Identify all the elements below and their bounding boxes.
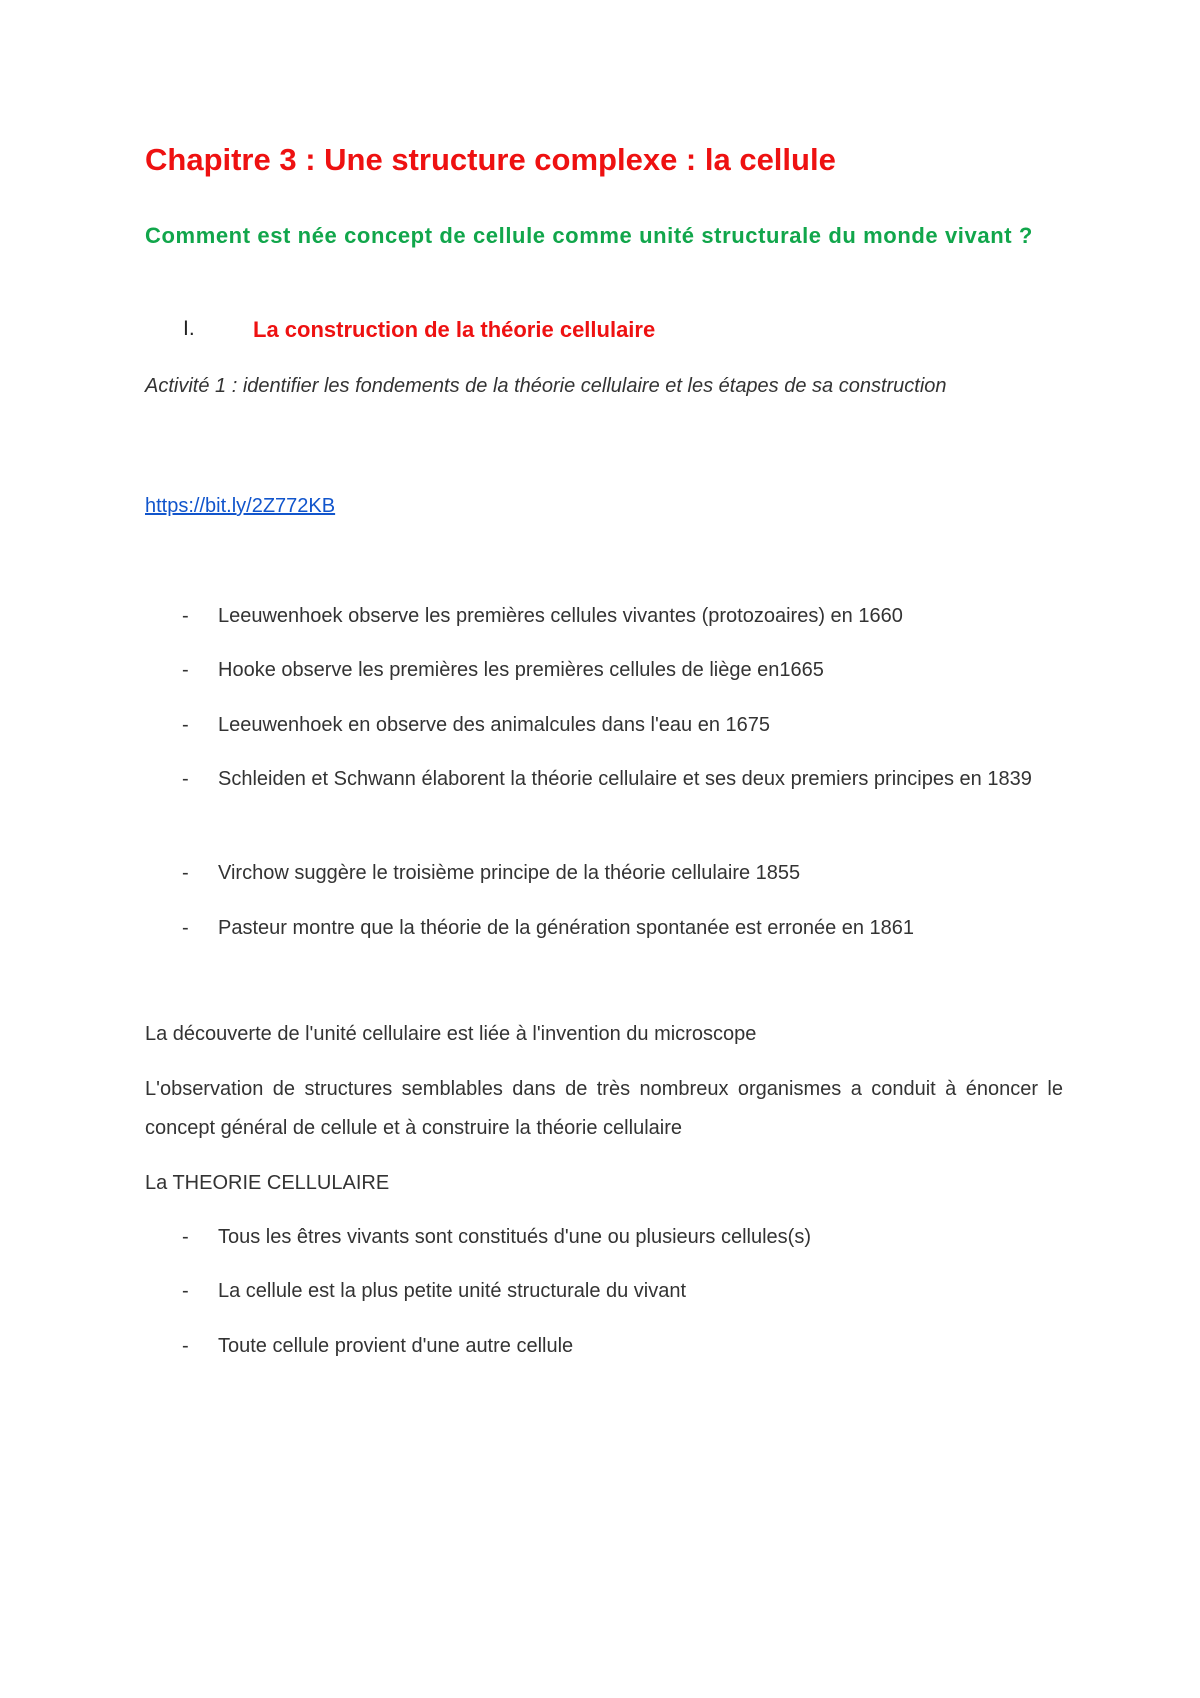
section-number: I. [183,317,195,340]
list-item: Toute cellule provient d'une autre cellule [218,1335,574,1357]
section-title: La construction de la théorie cellulaire [253,317,656,342]
list-bullet: - [182,605,189,627]
chapter-title: Chapitre 3 : Une structure complexe : la cellule [145,142,836,177]
resource-link[interactable]: https://bit.ly/2Z772KB [145,495,336,517]
list-item: Hooke observe les premières les premières cellules de liège en1665 [218,659,824,681]
list-item: Virchow suggère le troisième principe de la théorie cellulaire 1855 [218,862,801,884]
list-bullet: - [182,862,189,884]
list-item: Pasteur montre que la théorie de la génération spontanée est erronée en 1861 [218,917,915,939]
list-item: Leeuwenhoek observe les premières cellules vivantes (protozoaires) en 1660 [218,605,903,627]
list-item: Tous les êtres vivants sont constitués d'une ou plusieurs cellules(s) [218,1226,811,1248]
list-bullet: - [182,659,189,681]
paragraph-observation: L'observation de structures semblables dans de très nombreux organismes a conduit à énoncer le concept général de cellule et à construire la théorie cellulaire [145,1078,1063,1139]
list-bullet: - [182,917,189,939]
activity-text: Activité 1 : identifier les fondements de la théorie cellulaire et les étapes de sa construction [145,375,947,397]
list-bullet: - [182,714,189,736]
paragraph-microscope: La découverte de l'unité cellulaire est liée à l'invention du microscope [145,1023,757,1045]
list-item: Leeuwenhoek en observe des animalcules dans l'eau en 1675 [218,714,770,736]
theory-heading: La THEORIE CELLULAIRE [145,1172,390,1194]
chapter-question: Comment est née concept de cellule comme unité structurale du monde vivant ? [145,223,1033,248]
list-bullet: - [182,1280,189,1302]
list-item: Schleiden et Schwann élaborent la théorie cellulaire et ses deux premiers principes en 1839 [218,768,1032,790]
list-item: La cellule est la plus petite unité structurale du vivant [218,1280,687,1302]
list-bullet: - [182,768,189,790]
list-bullet: - [182,1226,189,1248]
list-bullet: - [182,1335,189,1357]
